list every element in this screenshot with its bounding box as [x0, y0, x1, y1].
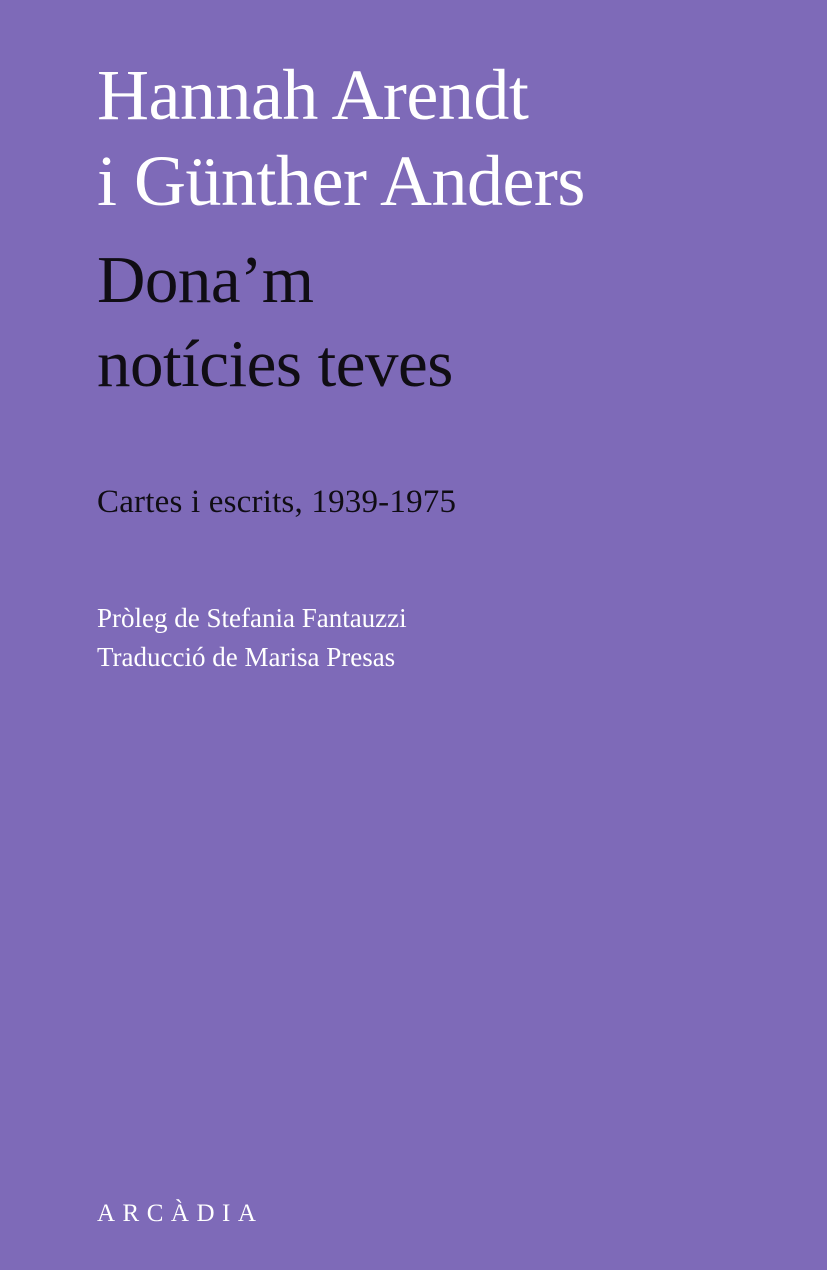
- authors-line-1: Hannah Arendt: [97, 55, 529, 135]
- prologue-credit: Pròleg de Stefania Fantauzzi: [97, 603, 407, 634]
- subtitle: Cartes i escrits, 1939-1975: [97, 484, 457, 521]
- publisher-logo: ARCÀDIA: [97, 1200, 264, 1227]
- authors: [97, 52, 787, 225]
- translation-credit: Traducció de Marisa Presas: [97, 642, 396, 673]
- credits: [97, 599, 787, 677]
- title-line-2: notícies teves: [97, 326, 453, 401]
- title-line-1: Dona’m: [97, 242, 314, 317]
- page-title: [97, 239, 787, 407]
- authors-line-2: i Günther Anders: [97, 141, 585, 222]
- cover-text-block: [97, 52, 787, 678]
